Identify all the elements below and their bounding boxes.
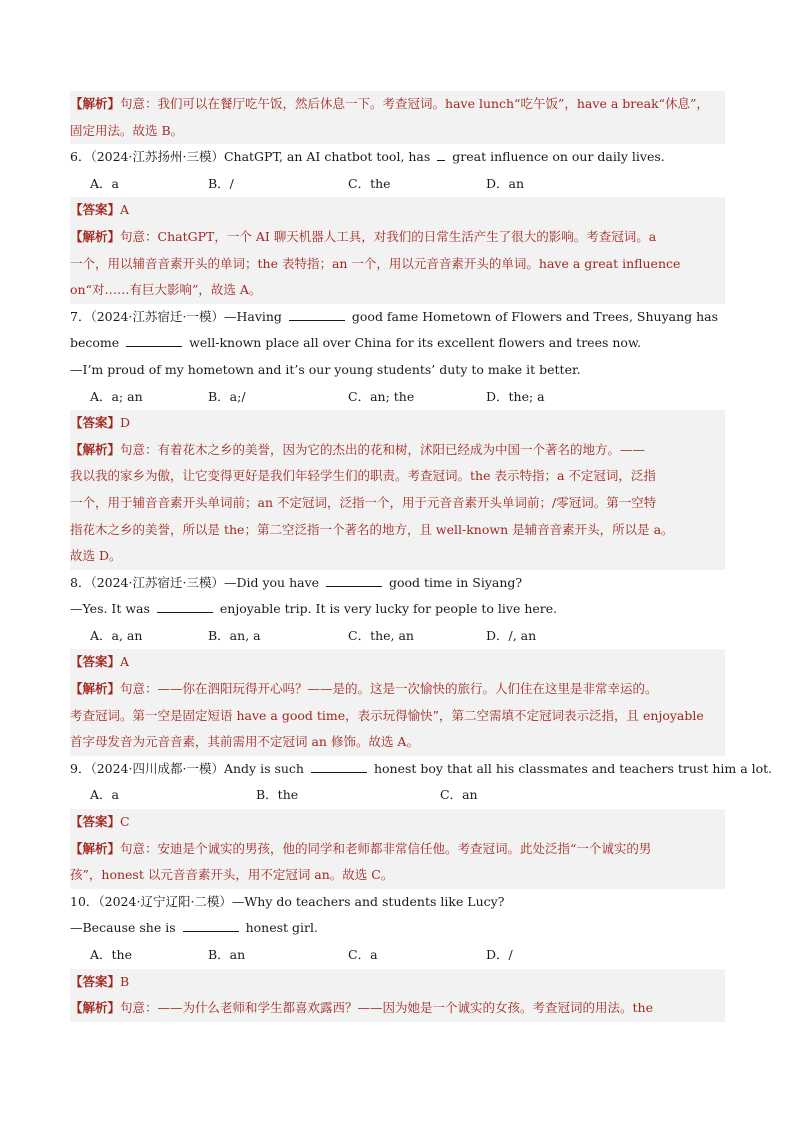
answer-explanation-block <box>70 410 725 570</box>
explanation-line: 固定用法。故选 B。 <box>70 122 184 138</box>
question-text: Andy is such <box>223 760 308 776</box>
options-row <box>70 171 725 198</box>
answer-value: D <box>120 415 131 431</box>
option-c: C．an <box>440 787 478 803</box>
question-text: ChatGPT, an AI chatbot tool, has <box>223 149 435 165</box>
question-text: —Having <box>223 308 286 324</box>
option-a: A．a <box>90 175 119 191</box>
explanation-tag: 【解析】 <box>70 681 121 697</box>
answer-line <box>70 197 725 224</box>
explanation-text: 句意：ChatGPT，一个 AI 聊天机器人工具，对我们的日常生活产生了很大的影响。考查冠词。a <box>120 228 657 244</box>
explanation-line: 首字母发音为元音音素，其前需用不定冠词 an 修饰。故选 A。 <box>70 734 419 750</box>
explanation-line <box>70 836 725 863</box>
question-stem-line <box>70 144 725 171</box>
answer-explanation-block <box>70 197 725 303</box>
answer-value: A <box>120 654 130 670</box>
answer-value: C <box>120 814 130 830</box>
answer-blank <box>289 308 345 321</box>
option-b: B．/ <box>208 175 234 191</box>
explanation-tag: 【解析】 <box>70 441 121 457</box>
question-text: —Did you have <box>223 574 324 590</box>
question-source: （2024·江苏宿迁·三模） <box>90 574 224 590</box>
question-item <box>70 570 725 756</box>
question-source: （2024·四川成都·一模） <box>90 760 224 776</box>
question-text: great influence on our daily lives. <box>448 149 665 165</box>
question-text: —I’m proud of my hometown and it’s our young students’ duty to make it better. <box>70 361 581 377</box>
answer-blank <box>437 148 445 161</box>
option-d: D．/ <box>486 947 513 962</box>
option-d: D．an <box>486 175 525 191</box>
question-source: （2024·江苏扬州·三模） <box>90 149 224 165</box>
answer-tag: 【答案】 <box>70 654 121 670</box>
question-stem-line <box>70 330 725 357</box>
answer-line <box>70 809 725 836</box>
explanation-line <box>70 91 725 118</box>
option-b: B．the <box>256 787 299 803</box>
explanation-tag: 【解析】 <box>70 1000 121 1016</box>
answer-blank <box>311 760 367 773</box>
answer-blank <box>126 334 182 347</box>
option-b: B．an <box>208 947 246 962</box>
explanation-block <box>70 91 725 144</box>
question-text: honest girl. <box>241 920 318 936</box>
question-source: （2024·江苏宿迁·一模） <box>90 308 224 324</box>
option-b: B．an, a <box>208 627 261 643</box>
answer-tag: 【答案】 <box>70 814 121 830</box>
question-text: good time in Siyang? <box>385 574 523 590</box>
question-stem-line <box>70 915 725 942</box>
explanation-line: 我以我的家乡为傲，让它变得更好是我们年轻学生们的职责。考查冠词。the 表示特指；a 不定冠词，泛指 <box>70 468 656 484</box>
question-text: become <box>70 335 124 351</box>
answer-explanation-block <box>70 649 725 755</box>
explanation-line: 一个，用于辅音音素开头单词前；an 不定冠词，泛指一个，用于元音音素开头单词前；/零冠词。第一空特 <box>70 494 657 510</box>
option-c: C．the, an <box>348 627 414 643</box>
option-d: D．the; a <box>486 388 545 404</box>
option-c: C．the <box>348 175 391 191</box>
answer-tag: 【答案】 <box>70 973 121 989</box>
option-a: A．the <box>90 947 132 962</box>
options-row <box>70 384 725 411</box>
question-number: 8． <box>70 574 91 590</box>
answer-value: B <box>120 973 130 989</box>
question-source: （2024·辽宁辽阳·二模） <box>98 893 232 909</box>
explanation-line <box>70 676 725 703</box>
question-item <box>70 889 725 1022</box>
answer-value: A <box>120 202 130 218</box>
answer-line <box>70 410 725 437</box>
explanation-line <box>70 224 725 251</box>
answer-line <box>70 649 725 676</box>
question-item <box>70 756 773 889</box>
option-a: A．a, an <box>90 627 143 643</box>
explanation-line: 考查冠词。第一空是固定短语 have a good time，表示玩得愉快”，第二空需填不定冠词表示泛指，且 enjoyable <box>70 707 704 723</box>
question-text: good fame Hometown of Flowers and Trees, Shuyang has <box>347 308 719 324</box>
explanation-text: 句意：我们可以在餐厅吃午饭，然后休息一下。考查冠词。have lunch“吃午饭”，have a break“休息”， <box>120 96 709 111</box>
explanation-line <box>70 437 725 464</box>
explanation-text: 句意：安迪是个诚实的男孩，他的同学和老师都非常信任他。考查冠词。此处泛指“一个诚实的男 <box>120 840 652 856</box>
question-stem-line <box>70 304 725 331</box>
option-b: B．a;/ <box>208 388 246 404</box>
question-number: 10． <box>70 893 99 909</box>
answer-explanation-block <box>70 809 725 889</box>
option-a: A．a <box>90 787 119 803</box>
question-stem-line <box>70 596 725 623</box>
question-number: 7． <box>70 308 91 324</box>
explanation-line: 一个，用以辅音音素开头的单词；the 表特指；an 一个，用以元音音素开头的单词。have a great influence <box>70 255 681 271</box>
explanation-tag: 【解析】 <box>70 96 121 111</box>
question-text: —Because she is <box>70 920 180 936</box>
question-text: —Why do teachers and students like Lucy? <box>231 893 505 909</box>
explanation-text: 句意：有着花木之乡的美誉，因为它的杰出的花和树，沭阳已经成为中国一个著名的地方。—— <box>120 441 646 457</box>
question-text: honest boy that all his classmates and teachers trust him a lot. <box>369 760 773 776</box>
explanation-line <box>70 995 725 1022</box>
question-item <box>70 144 725 304</box>
option-a: A．a; an <box>90 388 143 404</box>
explanation-line: 指花木之乡的美誉，所以是 the；第二空泛指一个著名的地方，且 well-known 是辅音音素开头，所以是 a。 <box>70 521 674 537</box>
question-stem-line <box>70 889 725 916</box>
explanation-line: 故选 D。 <box>70 548 122 564</box>
explanation-line: on“对……有巨大影响”，故选 A。 <box>70 282 262 298</box>
explanation-line: 孩”，honest 以元音音素开头，用不定冠词 an。故选 C。 <box>70 867 394 883</box>
explanation-text: 句意：——为什么老师和学生都喜欢露西？——因为她是一个诚实的女孩。考查冠词的用法。the <box>120 1000 653 1016</box>
option-d: D．/, an <box>486 627 537 643</box>
answer-blank <box>157 600 213 613</box>
answer-tag: 【答案】 <box>70 415 121 431</box>
question-stem-line <box>70 756 773 783</box>
answer-line <box>70 969 725 996</box>
question-text: —Yes. It was <box>70 601 154 617</box>
option-c: C．a <box>348 947 378 962</box>
answer-explanation-block <box>70 969 725 1022</box>
explanation-tag: 【解析】 <box>70 840 121 856</box>
document-content <box>70 91 773 1022</box>
options-row <box>70 942 725 969</box>
options-row <box>70 782 725 809</box>
question-text: well-known place all over China for its excellent flowers and trees now. <box>185 335 642 351</box>
answer-blank <box>183 919 239 932</box>
answer-blank <box>326 574 382 587</box>
option-c: C．an; the <box>348 388 415 404</box>
question-item <box>70 304 725 570</box>
options-row <box>70 623 725 650</box>
explanation-text: 句意：——你在泗阳玩得开心吗？——是的。这是一次愉快的旅行。人们住在这里是非常幸运的。 <box>120 681 658 697</box>
question-number: 6． <box>70 149 91 165</box>
question-stem-line <box>70 357 725 384</box>
question-text: enjoyable trip. It is very lucky for people to live here. <box>215 601 558 617</box>
question-number: 9． <box>70 760 91 776</box>
explanation-tag: 【解析】 <box>70 228 121 244</box>
answer-tag: 【答案】 <box>70 202 121 218</box>
question-stem-line <box>70 570 725 597</box>
